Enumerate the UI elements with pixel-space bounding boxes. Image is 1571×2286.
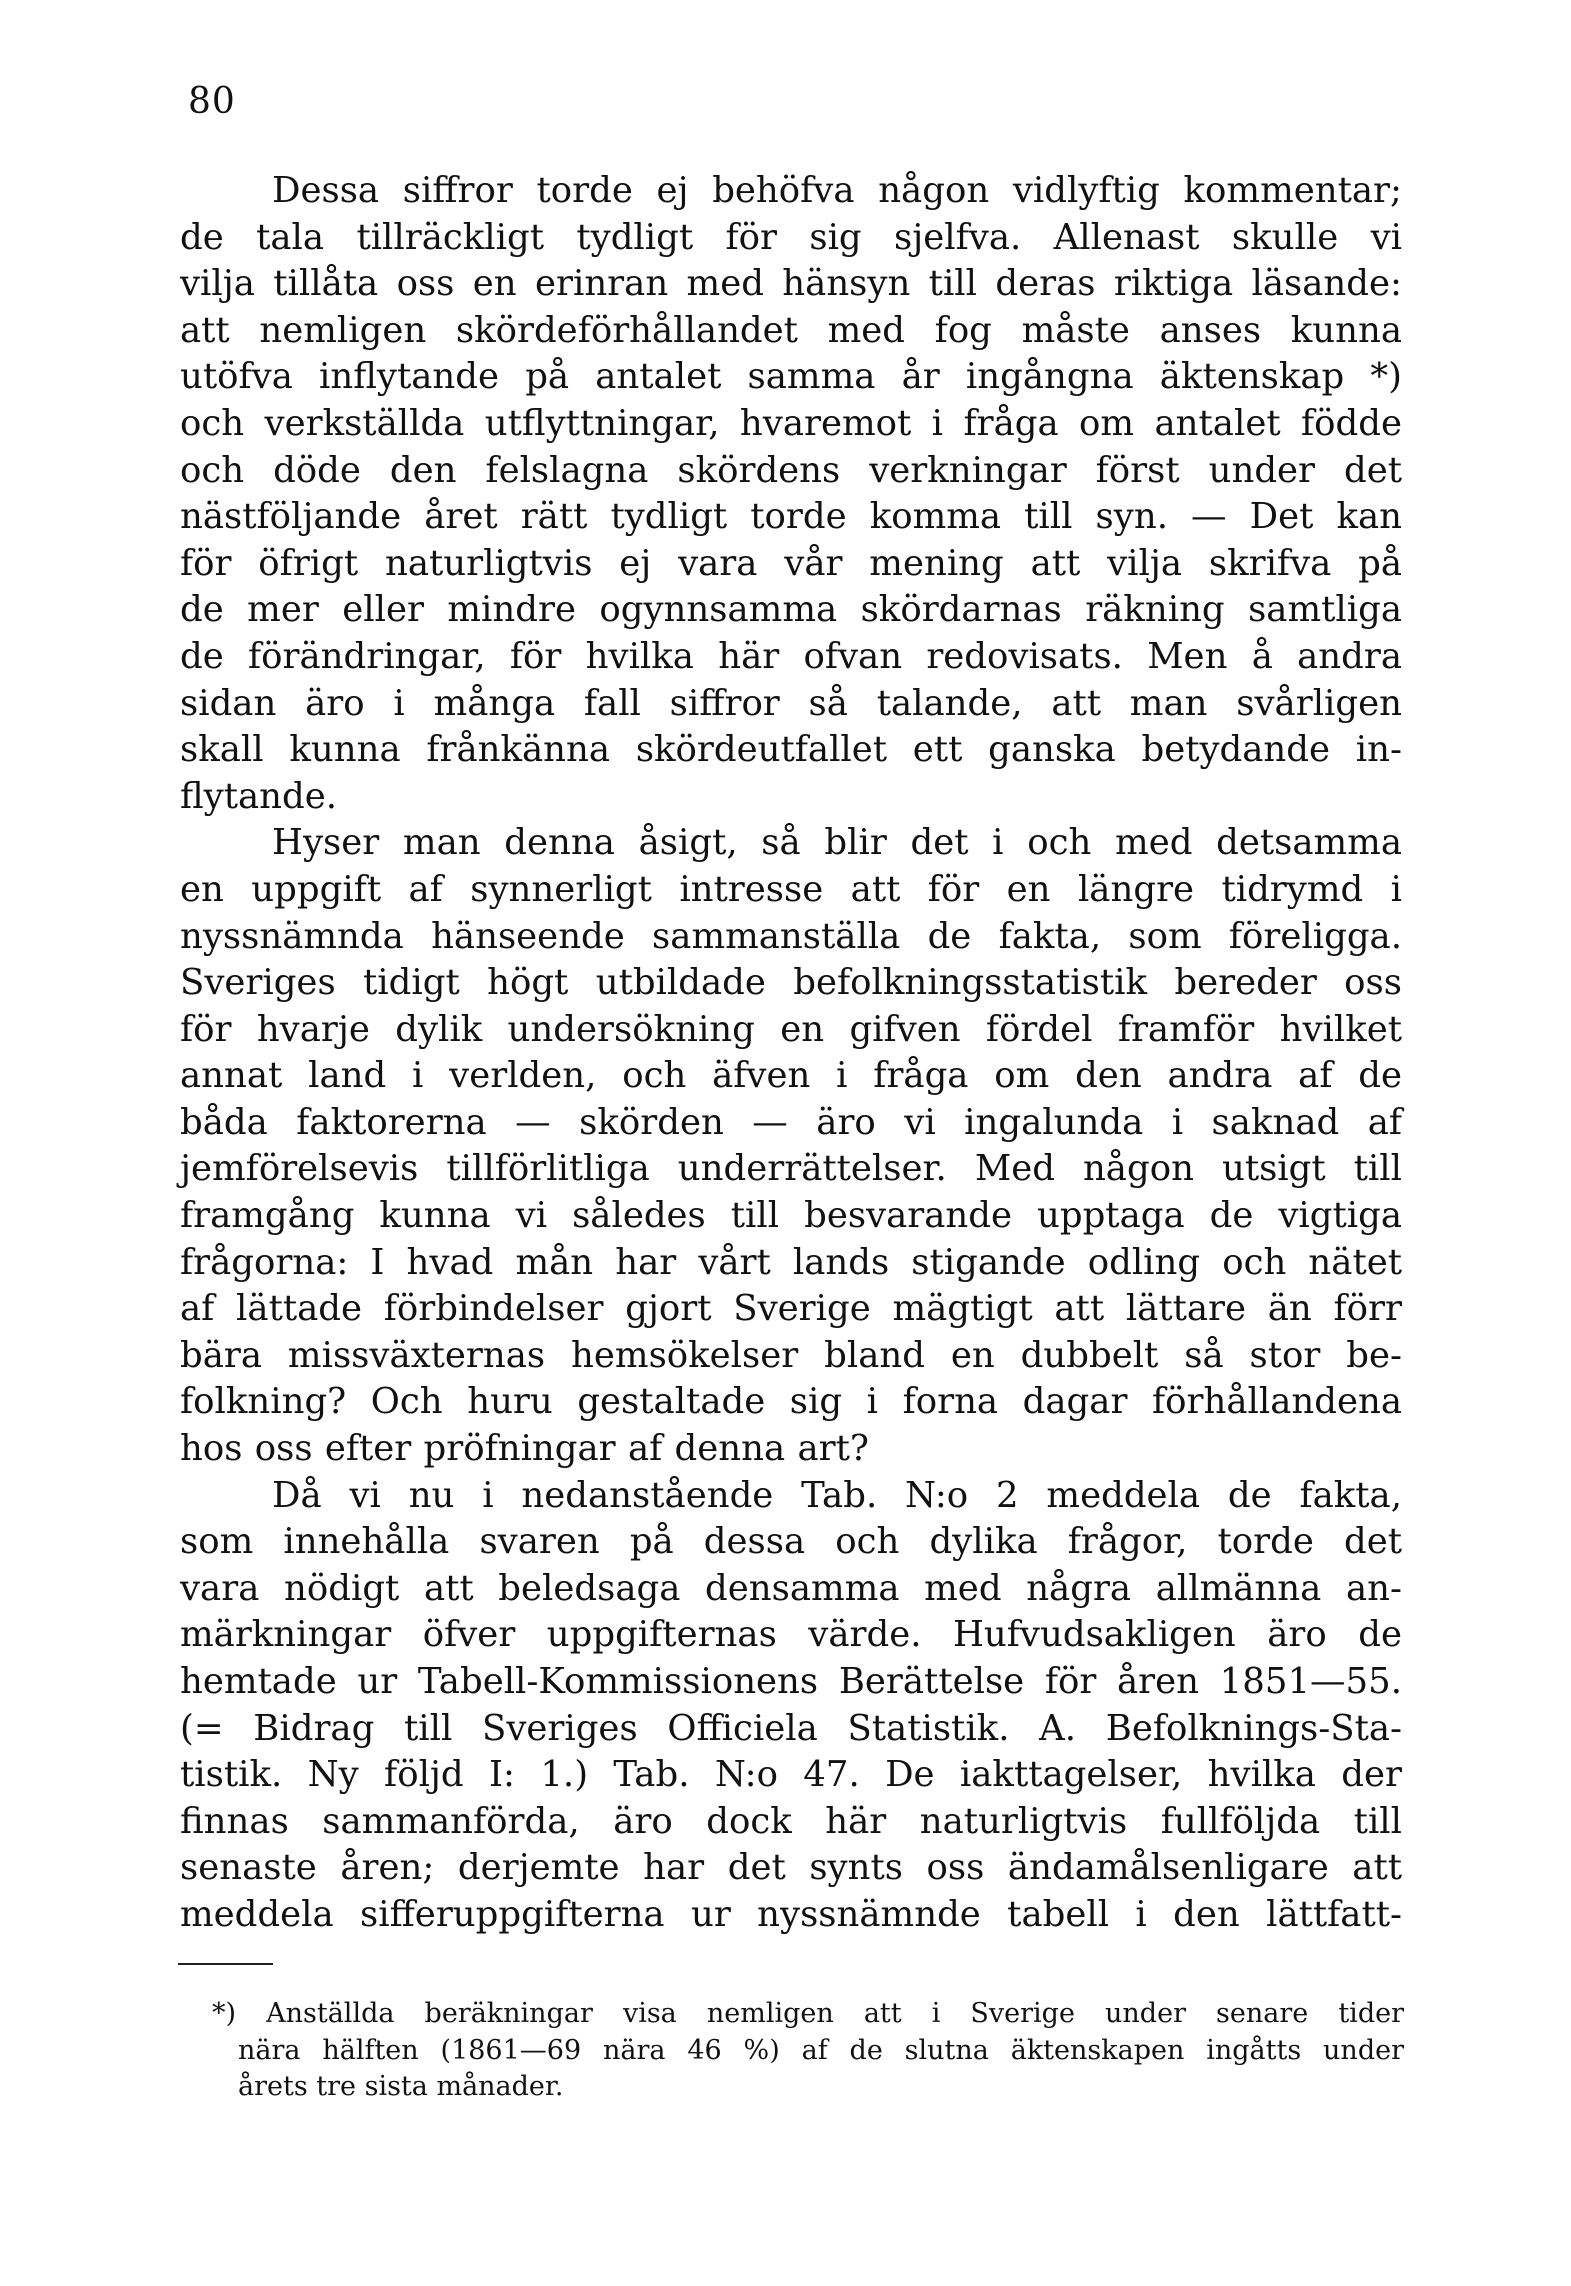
footnote-line: årets tre sista månader.	[238, 2071, 564, 2102]
text-line: vara nödigt att beledsaga densamma med några allmänna an-	[180, 1567, 1402, 1609]
text-line: nyssnämnda hänseende sammanställa de fakta, som föreligga.	[180, 915, 1402, 957]
page-number: 80	[188, 81, 236, 122]
text-line: nästföljande året rätt tydligt torde komma till syn. — Det kan	[180, 496, 1402, 538]
text-line: märkningar öfver uppgifternas värde. Hufvudsakligen äro de	[180, 1614, 1402, 1656]
text-line: (= Bidrag till Sveriges Officiela Statistik. A. Befolknings-Sta-	[180, 1707, 1402, 1749]
text-line: flytande.	[180, 775, 338, 817]
text-line: en uppgift af synnerligt intresse att för en längre tidrymd i	[180, 868, 1402, 910]
text-line: tistik. Ny följd I: 1.) Tab. N:o 47. De iakttagelser, hvilka der	[180, 1754, 1402, 1796]
footnote	[212, 1996, 1404, 2106]
text-line: de förändringar, för hvilka här ofvan redovisats. Men å andra	[180, 635, 1402, 677]
text-line: vilja tillåta oss en erinran med hänsyn till deras riktiga läsande:	[180, 263, 1402, 305]
text-line: som innehålla svaren på dessa och dylika frågor, torde det	[180, 1521, 1402, 1563]
text-line: de mer eller mindre ogynnsamma skördarnas räkning samtliga	[180, 589, 1402, 631]
text-line: hemtade ur Tabell-Kommissionens Berättelse för åren 1851—55.	[180, 1661, 1402, 1702]
text-line: för öfrigt naturligtvis ej vara vår mening att vilja skrifva på	[180, 542, 1402, 584]
text-line: hos oss efter pröfningar af denna art?	[180, 1428, 869, 1470]
text-line: utöfva inflytande på antalet samma år ingångna äktenskap *)	[180, 356, 1402, 398]
text-line: finnas sammanförda, äro dock här naturligtvis fullföljda till	[180, 1800, 1402, 1842]
text-line: senaste åren; derjemte har det synts oss ändamålsenligare att	[180, 1847, 1402, 1889]
body-text	[180, 168, 1402, 1939]
text-line: och döde den felslagna skördens verkningar först under det	[180, 449, 1402, 491]
text-line: att nemligen skördeförhållandet med fog måste anses kunna	[180, 309, 1402, 351]
text-line: framgång kunna vi således till besvarande upptaga de vigtiga	[180, 1195, 1402, 1237]
text-line: annat land i verlden, och äfven i fråga om den andra af de	[180, 1055, 1402, 1097]
text-line: Sveriges tidigt högt utbildade befolkningsstatistik bereder oss	[180, 962, 1402, 1004]
text-line: jemförelsevis tillförlitliga underrättelser. Med någon utsigt till	[180, 1148, 1402, 1190]
footnote-line: nära hälften (1861—69 nära 46 %) af de slutna äktenskapen ingåtts under	[238, 2034, 1404, 2066]
text-line: af lättade förbindelser gjort Sverige mägtigt att lättare än förr	[180, 1288, 1402, 1330]
text-line: meddela sifferuppgifterna ur nyssnämnde tabell i den lättfatt-	[180, 1893, 1402, 1935]
text-line: Dessa siffror torde ej behöfva någon vidlyftig kommentar;	[272, 170, 1402, 211]
text-line: för hvarje dylik undersökning en gifven fördel framför hvilket	[180, 1008, 1402, 1050]
text-line: Hyser man denna åsigt, så blir det i och med detsamma	[272, 822, 1402, 864]
text-line: bära missväxternas hemsökelser bland en dubbelt så stor be-	[180, 1334, 1402, 1376]
text-line: och verkställda utflyttningar, hvaremot i fråga om antalet födde	[180, 402, 1402, 444]
text-line: skall kunna frånkänna skördeutfallet ett ganska betydande in-	[180, 729, 1402, 771]
text-line: folkning? Och huru gestaltade sig i forna dagar förhållandena	[180, 1381, 1402, 1423]
text-line: de tala tillräckligt tydligt för sig sjelfva. Allenast skulle vi	[180, 216, 1402, 258]
footnote-divider	[178, 1963, 273, 1965]
text-line: sidan äro i många fall siffror så talande, att man svårligen	[180, 682, 1402, 724]
text-line: båda faktorerna — skörden — äro vi ingalunda i saknad af	[180, 1101, 1402, 1143]
footnote-line: *) Anställda beräkningar visa nemligen att i Sverige under senare tider	[212, 1998, 1404, 2029]
text-line: frågorna: I hvad mån har vårt lands stigande odling och nätet	[180, 1241, 1402, 1283]
text-line: Då vi nu i nedanstående Tab. N:o 2 meddela de fakta,	[272, 1474, 1402, 1516]
